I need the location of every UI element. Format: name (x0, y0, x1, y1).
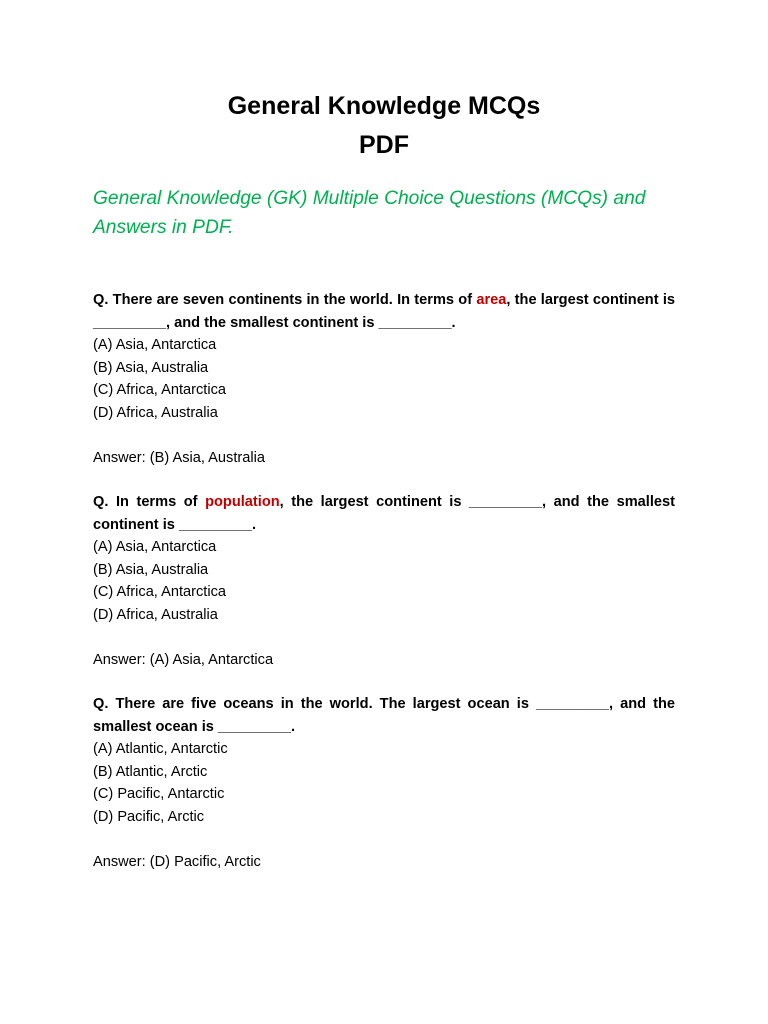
answer-text: Answer: (D) Pacific, Arctic (93, 853, 261, 870)
question-block-3 (93, 693, 675, 873)
option-d: (D) Africa, Australia (93, 606, 218, 623)
option-a: (A) Asia, Antarctica (93, 539, 217, 555)
question-highlight-word: area (476, 292, 507, 308)
question-text-before: Q. In terms of (93, 494, 206, 510)
option-c: (C) Africa, Antarctica (93, 584, 227, 600)
question-text-before: Q. There are five oceans in the world. The largest ocean is _________, and the smallest ocean is _________. (93, 696, 675, 735)
question-text-after: , the largest continent is _________, and the smallest continent is _________. (93, 292, 676, 331)
option-d: (D) Africa, Australia (93, 404, 218, 421)
answer-text: Answer: (B) Asia, Australia (93, 449, 265, 466)
question-text (93, 491, 675, 536)
option-c: (C) Pacific, Antarctic (93, 786, 225, 802)
page-subtitle: General Knowledge (GK) Multiple Choice Questions (MCQs) and Answers in PDF. (93, 188, 646, 238)
question-text-before: Q. There are seven continents in the world. In terms of (93, 292, 477, 308)
option-d: (D) Pacific, Arctic (93, 808, 205, 825)
option-a: (A) Asia, Antarctica (93, 337, 217, 353)
option-b: (B) Atlantic, Arctic (93, 763, 208, 780)
question-highlight-word: population (205, 494, 280, 510)
option-a: (A) Atlantic, Antarctic (93, 741, 228, 757)
option-b: (B) Asia, Australia (93, 359, 209, 376)
question-text (93, 289, 675, 334)
question-text-after: , the largest continent is _________, and the smallest continent is _________. (93, 494, 675, 533)
question-block-1 (93, 289, 675, 469)
question-text (93, 693, 675, 738)
page-title: General Knowledge MCQs (227, 92, 541, 120)
answer-text: Answer: (A) Asia, Antarctica (93, 651, 274, 668)
option-b: (B) Asia, Australia (93, 561, 209, 578)
option-c: (C) Africa, Antarctica (93, 382, 227, 398)
question-block-2 (93, 491, 675, 671)
page-title-line2: PDF (359, 131, 409, 159)
